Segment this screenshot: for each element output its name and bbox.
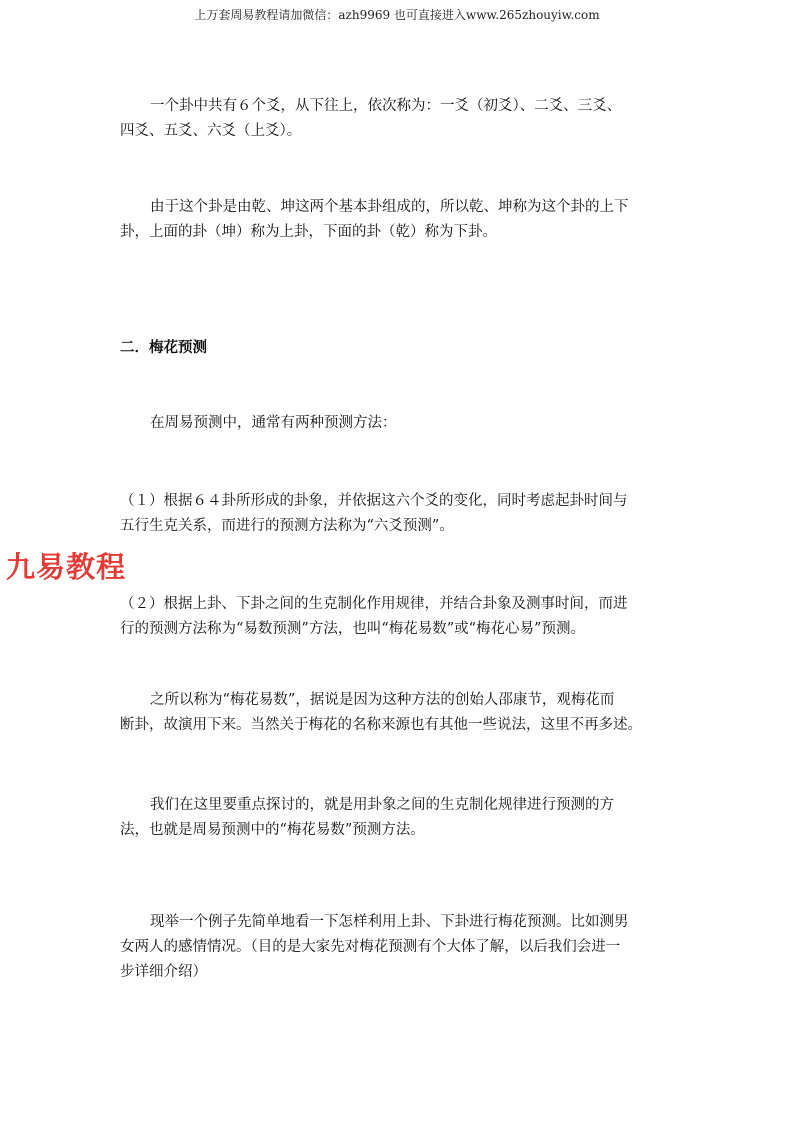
paragraph-upper-lower-trigram [120,195,676,245]
paragraph-line: 我们在这里要重点探讨的，就是用卦象之间的生克制化规律进行预测的方 [150,797,614,813]
paragraph-line: 女两人的感情情况。（目的是大家先对梅花预测有个大体了解，以后我们会进一 [120,939,621,955]
section-heading: 二．梅花预测 [120,340,207,356]
paragraph-line: 四爻、五爻、六爻（上爻）。 [120,123,302,139]
paragraph-line: 步详细介绍） [120,964,207,980]
page-header: 上万套周易教程请加微信：azh9969 也可直接进入www.265zhouyiw.com [194,8,600,22]
paragraph-line: 由于这个卦是由乾、坤这两个基本卦组成的，所以乾、坤称为这个卦的上下 [150,199,629,215]
paragraph-method-one [120,489,676,539]
paragraph-focus [120,793,676,843]
paragraph-line: 在周易预测中，通常有两种预测方法： [150,415,397,431]
paragraph-line: 一个卦中共有６个爻，从下往上，依次称为：一爻（初爻）、二爻、三爻、 [150,98,622,114]
watermark-logo: 九易教程 [6,550,127,584]
paragraph-line: 现举一个例子先简单地看一下怎样利用上卦、下卦进行梅花预测。比如测男 [150,914,629,930]
paragraph-line: 卦，上面的卦（坤）称为上卦，下面的卦（乾）称为下卦。 [120,224,497,240]
paragraph-method-two [120,592,676,642]
paragraph-line: 五行生克关系，而进行的预测方法称为“六爻预测”。 [120,518,454,534]
paragraph-yao-names [120,94,676,144]
paragraph-line: 之所以称为“梅花易数”，据说是因为这种方法的创始人邵康节，观梅花而 [150,692,615,708]
paragraph-line: （２）根据上卦、下卦之间的生克制化作用规律，并结合卦象及测事时间，而进 [120,596,628,612]
paragraph-line: 行的预测方法称为“易数预测”方法，也叫“梅花易数”或“梅花心易”预测。 [120,621,585,637]
paragraph-line: （１）根据６４卦所形成的卦象，并依据这六个爻的变化，同时考虑起卦时间与 [120,493,628,509]
paragraph-example [120,910,676,985]
paragraph-line: 断卦，故演用下来。当然关于梅花的名称来源也有其他一些说法，这里不再多述。 [120,717,642,733]
paragraph-name-origin [120,688,676,738]
paragraph-two-methods [120,411,676,436]
paragraph-line: 法，也就是周易预测中的“梅花易数”预测方法。 [120,822,425,838]
